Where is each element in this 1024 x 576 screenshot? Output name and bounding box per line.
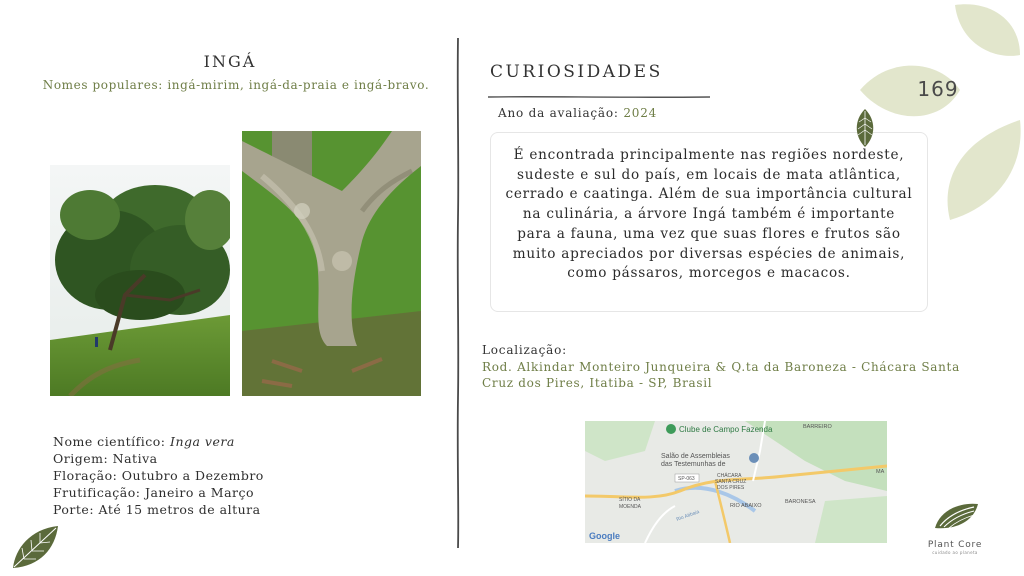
map-label: MA (876, 469, 885, 475)
map-label: CHÁCARA (717, 473, 742, 479)
plant-info (53, 433, 264, 518)
map-label: MOENDA (619, 504, 641, 510)
scientific-name-label: Nome científico: (53, 434, 166, 449)
map-label: BARREIRO (803, 424, 832, 430)
curiosities-title: CURIOSIDADES (490, 62, 663, 82)
brand-logo (915, 500, 995, 555)
origin: Origem: Nativa (53, 451, 158, 466)
brand-name: Plant Core (927, 540, 983, 550)
evaluation-year-label: Ano da avaliação: (498, 106, 619, 120)
leaves-decoration (860, 0, 1024, 229)
map-label: BARONESA (785, 499, 816, 505)
trunk-photo (242, 131, 421, 396)
tree-photo (50, 165, 230, 396)
popular-names (0, 78, 472, 92)
scientific-name (53, 433, 264, 450)
location-label: Localização: (482, 343, 567, 357)
map-label: SANTA CRUZ (715, 479, 747, 485)
brand-tagline: cuidado ao planeta (932, 550, 978, 555)
location-map[interactable] (585, 421, 887, 543)
map-label: Clube de Campo Fazenda (679, 425, 773, 434)
curiosities-text: É encontrada principalmente nas regiões nordeste, sudeste e sul do país, em locais de mata atlântica, cerrado e caatinga. Além de sua importância cultural na culinária, a árvore Ingá também é importante para a fauna, uma vez que suas flores e frutos são muito apreciados por diversas espécies de animais, como pássaros, morcegos e macacos. (490, 132, 928, 312)
popular-names-value: ingá-mirim, ingá-da-praia e ingá-bravo. (167, 78, 430, 92)
google-logo: Google (589, 531, 620, 541)
title-underline (488, 85, 710, 91)
evaluation-year (498, 106, 657, 120)
map-label: RIO ABAIXO (730, 503, 762, 509)
leaf-icon (10, 524, 60, 574)
map-pin-icon (666, 424, 676, 434)
map-label: Salão de Assembleias (661, 453, 730, 460)
popular-names-label: Nomes populares: (42, 78, 163, 92)
column-divider (454, 38, 462, 548)
brand-leaf-icon (930, 500, 980, 534)
map-label: das Testemunhas de (661, 461, 726, 468)
flowering: Floração: Outubro a Dezembro (53, 468, 264, 483)
page-number: 169 (917, 77, 959, 101)
species-title: INGÁ (203, 52, 257, 71)
size: Porte: Até 15 metros de altura (53, 502, 261, 517)
map-label: Rio Atibaia (675, 509, 701, 523)
small-leaf-icon (854, 108, 876, 152)
evaluation-year-value: 2024 (623, 106, 658, 120)
map-label: SP-063 (678, 476, 695, 482)
scientific-name-value: Inga vera (170, 434, 235, 449)
map-label: DOS PIRES (717, 485, 745, 491)
fruiting: Frutificação: Janeiro a Março (53, 485, 255, 500)
map-label: SÍTIO DA (619, 497, 641, 503)
location-address: Rod. Alkindar Monteiro Junqueira & Q.ta da Baroneza - Chácara Santa Cruz dos Pires, Itatiba - SP, Brasil (482, 360, 960, 390)
